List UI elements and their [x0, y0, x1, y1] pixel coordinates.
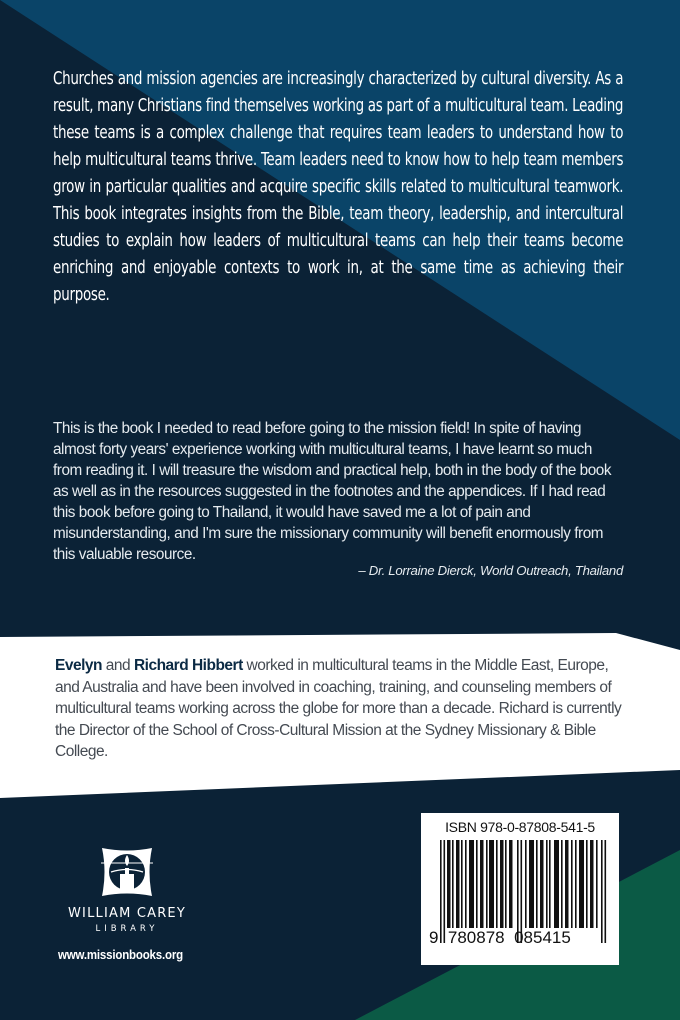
author-name-2: Richard Hibbert: [133, 657, 243, 674]
isbn-barcode: [421, 813, 619, 965]
publisher-logo: [54, 846, 200, 934]
endorsement-text: This is the book I needed to read before going to the mission field! In spite of having almost forty years' experience working with multicultural teams, I have learnt so much from reading it. I will treasure the wisdom and practical help, both in the body of the book as well as in the resources suggested in the footnotes and the appendices. If I had read this book before going to Thailand, it would have saved me a lot of pain and misunderstanding, and I'm sure the missionary community will benefit enormously from this valuable resource.: [53, 420, 612, 563]
candle-globe-icon: [99, 846, 155, 898]
book-description: [53, 66, 623, 309]
publisher-name: WILLIAM CAREY: [67, 906, 186, 921]
description-text: Churches and mission agencies are increasingly characterized by cultural diversity. As a result, many Christians find themselves working as part of a multicultural team. Leading these teams is a complex challenge that requires team leaders to understand how to help multicultural teams thrive. Team leaders need to know how to help team members grow in particular qualities and acquire specific skills related to multicultural teamwork. This book integrates insights from the Bible, team theory, leadership, and intercultural studies to explain how leaders of multicultural teams can help their teams become enriching and enjoyable contexts to work in, at the same time as achieving their purpose.: [53, 69, 624, 305]
isbn-label: ISBN 978-0-87808-541-5: [445, 819, 595, 835]
endorsement-quote: [53, 418, 623, 565]
author-name-1: Evelyn: [55, 657, 102, 674]
endorsement-attribution: – Dr. Lorraine Dierck, World Outreach, Thailand: [358, 563, 623, 578]
ean-digits: 9 780878 085415: [429, 928, 571, 947]
author-bio: [55, 655, 630, 763]
author-connector: and: [101, 657, 134, 674]
publisher-url: www.missionbooks.org: [58, 948, 183, 962]
author-bio-text: worked in multicultural teams in the Middle East, Europe, and Australia and have been involved in coaching, training, and counseling members of multicultural teams working across the globe for more than a decade. Richard is currently the Director of the School of Cross-Cultural Mission at the Sydney Missionary & Bible College.: [55, 657, 622, 760]
publisher-subname: LIBRARY: [95, 924, 159, 934]
